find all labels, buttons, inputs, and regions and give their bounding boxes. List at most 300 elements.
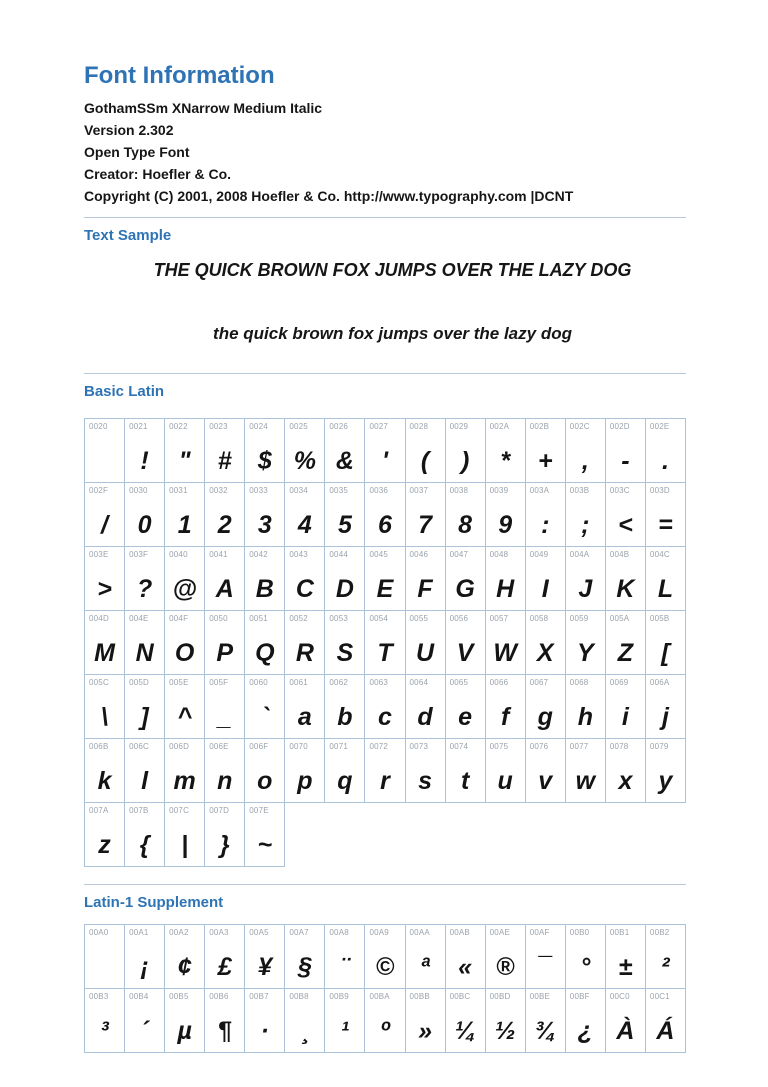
glyph-cell xyxy=(566,739,606,803)
codepoint-label: 003C xyxy=(609,486,630,495)
codepoint-label: 003F xyxy=(129,550,149,559)
glyph-sample: + xyxy=(537,447,553,475)
codepoint-label: 0061 xyxy=(289,678,308,687)
glyph-sample: ¢ xyxy=(177,953,192,981)
glyph-cell xyxy=(406,547,446,611)
glyph-sample: S xyxy=(336,639,354,667)
glyph-sample: · xyxy=(260,1017,269,1045)
codepoint-label: 00B6 xyxy=(209,992,229,1001)
glyph-sample: T xyxy=(377,639,393,667)
glyph-cell xyxy=(165,547,205,611)
glyph-cell xyxy=(406,925,446,989)
glyph-sample: n xyxy=(217,767,233,795)
codepoint-label: 0056 xyxy=(449,614,469,623)
glyph-cell xyxy=(566,989,606,1053)
glyph-cell xyxy=(85,989,125,1053)
codepoint-label: 0024 xyxy=(249,422,268,431)
codepoint-label: 0071 xyxy=(329,742,348,751)
glyph-sample: w xyxy=(575,767,596,795)
glyph-cell xyxy=(646,925,686,989)
glyph-cell xyxy=(486,419,526,483)
pangram-lowercase: the quick brown fox jumps over the lazy dog xyxy=(213,324,572,343)
glyph-cell xyxy=(125,989,165,1053)
glyph-sample: m xyxy=(173,767,196,795)
basic-latin-grid xyxy=(84,418,686,867)
codepoint-label: 002C xyxy=(569,422,590,431)
glyph-cell xyxy=(446,989,486,1053)
codepoint-label: 0033 xyxy=(249,486,268,495)
glyph-cell xyxy=(285,925,325,989)
codepoint-label: 005A xyxy=(609,614,630,623)
codepoint-label: 003D xyxy=(649,486,670,495)
glyph-sample: p xyxy=(297,767,313,795)
glyph-sample: } xyxy=(219,831,230,859)
glyph-sample: [ xyxy=(661,639,670,667)
codepoint-label: 0032 xyxy=(209,486,228,495)
glyph-cell xyxy=(486,989,526,1053)
glyph-cell xyxy=(526,483,566,547)
glyph-cell xyxy=(325,483,365,547)
glyph-cell xyxy=(85,611,125,675)
glyph-sample: ¾ xyxy=(534,1017,556,1045)
glyph-sample: § xyxy=(297,953,312,981)
glyph-cell xyxy=(526,547,566,611)
codepoint-label: 005F xyxy=(209,678,229,687)
codepoint-label: 00B8 xyxy=(289,992,309,1001)
glyph-cell xyxy=(85,925,125,989)
glyph-sample: ¶ xyxy=(217,1017,232,1045)
section-divider xyxy=(84,217,686,218)
glyph-sample: g xyxy=(537,703,553,731)
glyph-cell xyxy=(165,925,205,989)
glyph-cell xyxy=(205,611,245,675)
codepoint-label: 00A0 xyxy=(89,928,109,937)
codepoint-label: 0021 xyxy=(129,422,148,431)
glyph-cell xyxy=(365,739,405,803)
glyph-sample: © xyxy=(375,953,395,981)
codepoint-label: 0073 xyxy=(409,742,429,751)
glyph-cell xyxy=(606,989,646,1053)
codepoint-label: 0046 xyxy=(409,550,429,559)
glyph-cell xyxy=(325,547,365,611)
glyph-cell xyxy=(486,547,526,611)
codepoint-label: 005D xyxy=(129,678,149,687)
codepoint-label: 0072 xyxy=(369,742,389,751)
glyph-sample: % xyxy=(293,447,316,475)
glyph-sample: B xyxy=(255,575,274,603)
glyph-cell xyxy=(606,675,646,739)
codepoint-label: 0034 xyxy=(289,486,308,495)
glyph-sample: q xyxy=(337,767,353,795)
glyph-sample: 7 xyxy=(418,511,433,539)
codepoint-label: 0039 xyxy=(489,486,509,495)
glyph-cell xyxy=(205,739,245,803)
glyph-sample: ² xyxy=(661,953,670,981)
codepoint-label: 0031 xyxy=(169,486,188,495)
glyph-cell xyxy=(646,675,686,739)
glyph-sample: ¼ xyxy=(454,1017,476,1045)
glyph-sample: H xyxy=(496,575,515,603)
glyph-cell xyxy=(165,739,205,803)
codepoint-label: 00AB xyxy=(449,928,470,937)
glyph-cell xyxy=(486,925,526,989)
glyph-cell xyxy=(125,925,165,989)
codepoint-label: 00B0 xyxy=(569,928,590,937)
glyph-cell xyxy=(526,989,566,1053)
glyph-cell xyxy=(245,739,285,803)
glyph-cell xyxy=(365,419,405,483)
glyph-sample: ® xyxy=(495,953,515,981)
codepoint-label: 00AE xyxy=(489,928,511,937)
glyph-sample: ª xyxy=(420,953,430,981)
codepoint-label: 006C xyxy=(129,742,149,751)
codepoint-label: 006F xyxy=(249,742,269,751)
glyph-cell xyxy=(325,675,365,739)
codepoint-label: 0069 xyxy=(609,678,629,687)
codepoint-label: 00C0 xyxy=(609,992,630,1001)
glyph-sample: N xyxy=(135,639,154,667)
codepoint-label: 0076 xyxy=(529,742,549,751)
codepoint-label: 0067 xyxy=(529,678,549,687)
glyph-cell xyxy=(125,611,165,675)
glyph-sample: ¸ xyxy=(300,1017,310,1045)
glyph-cell xyxy=(566,925,606,989)
glyph-sample: J xyxy=(578,575,593,603)
codepoint-label: 0036 xyxy=(369,486,389,495)
glyph-cell xyxy=(606,925,646,989)
glyph-sample: Y xyxy=(576,639,594,667)
glyph-cell xyxy=(526,925,566,989)
glyph-cell xyxy=(606,611,646,675)
glyph-sample: F xyxy=(417,575,433,603)
glyph-cell xyxy=(646,547,686,611)
glyph-sample: * xyxy=(500,447,511,475)
codepoint-label: 00BA xyxy=(369,992,390,1001)
glyph-sample: z xyxy=(98,831,111,859)
glyph-sample: Z xyxy=(617,639,634,667)
glyph-sample: d xyxy=(417,703,433,731)
codepoint-label: 0055 xyxy=(409,614,429,623)
glyph-sample: ~ xyxy=(257,831,273,859)
codepoint-label: 003A xyxy=(529,486,550,495)
codepoint-label: 0050 xyxy=(209,614,228,623)
codepoint-label: 0059 xyxy=(569,614,589,623)
glyph-cell xyxy=(566,611,606,675)
glyph-sample: ] xyxy=(140,703,149,731)
codepoint-label: 0048 xyxy=(489,550,509,559)
codepoint-label: 00AA xyxy=(409,928,430,937)
glyph-cell xyxy=(406,611,446,675)
glyph-cell xyxy=(446,419,486,483)
glyph-sample: 1 xyxy=(177,511,192,539)
glyph-sample: # xyxy=(217,447,232,475)
codepoint-label: 00BD xyxy=(489,992,511,1001)
codepoint-label: 0026 xyxy=(329,422,348,431)
glyph-sample: 9 xyxy=(498,511,513,539)
glyph-cell xyxy=(165,611,205,675)
pangram-uppercase: THE QUICK BROWN FOX JUMPS OVER THE LAZY DOG xyxy=(153,260,632,280)
glyph-sample: ± xyxy=(618,953,633,981)
glyph-sample: ! xyxy=(140,447,149,475)
glyph-sample: M xyxy=(94,639,115,667)
glyph-sample: l xyxy=(141,767,149,795)
glyph-cell xyxy=(245,675,285,739)
glyph-cell xyxy=(125,739,165,803)
glyph-cell xyxy=(406,675,446,739)
codepoint-label: 004E xyxy=(129,614,149,623)
glyph-sample: ? xyxy=(136,575,153,603)
codepoint-label: 0064 xyxy=(409,678,429,687)
glyph-sample: P xyxy=(216,639,234,667)
codepoint-label: 0068 xyxy=(569,678,589,687)
glyph-cell xyxy=(325,739,365,803)
codepoint-label: 00B2 xyxy=(649,928,670,937)
glyph-sample: ¹ xyxy=(340,1017,350,1045)
glyph-sample: K xyxy=(616,575,635,603)
glyph-sample: c xyxy=(378,703,392,731)
codepoint-label: 0023 xyxy=(209,422,228,431)
glyph-cell xyxy=(245,989,285,1053)
glyph-cell xyxy=(165,989,205,1053)
glyph-cell xyxy=(486,739,526,803)
codepoint-label: 0078 xyxy=(609,742,629,751)
glyph-cell xyxy=(446,925,486,989)
glyph-cell xyxy=(646,739,686,803)
codepoint-label: 0058 xyxy=(529,614,549,623)
codepoint-label: 0043 xyxy=(289,550,308,559)
codepoint-label: 002E xyxy=(649,422,670,431)
glyph-sample: j xyxy=(661,703,669,731)
glyph-sample: k xyxy=(97,767,112,795)
codepoint-label: 00AF xyxy=(529,928,550,937)
glyph-cell xyxy=(365,989,405,1053)
codepoint-label: 004A xyxy=(569,550,590,559)
codepoint-label: 0047 xyxy=(449,550,469,559)
glyph-cell xyxy=(285,989,325,1053)
glyph-cell xyxy=(646,611,686,675)
codepoint-label: 0063 xyxy=(369,678,389,687)
glyph-sample: W xyxy=(493,639,517,667)
glyph-sample: » xyxy=(418,1017,433,1045)
glyph-cell xyxy=(406,739,446,803)
glyph-sample: u xyxy=(497,767,513,795)
codepoint-label: 0049 xyxy=(529,550,549,559)
glyph-sample: I xyxy=(541,575,549,603)
glyph-cell xyxy=(245,611,285,675)
font-metadata xyxy=(84,97,686,207)
glyph-sample: « xyxy=(458,953,473,981)
glyph-cell xyxy=(125,547,165,611)
glyph-cell xyxy=(325,611,365,675)
glyph-sample: y xyxy=(658,767,673,795)
glyph-sample: U xyxy=(416,639,435,667)
glyph-sample: " xyxy=(178,447,191,475)
font-version: Version 2.302 xyxy=(84,122,174,138)
glyph-cell xyxy=(646,989,686,1053)
glyph-cell xyxy=(205,675,245,739)
glyph-cell xyxy=(285,419,325,483)
glyph-cell xyxy=(406,989,446,1053)
glyph-sample: = xyxy=(658,511,673,539)
page-content xyxy=(84,62,686,1053)
glyph-cell xyxy=(165,803,205,867)
glyph-cell xyxy=(245,547,285,611)
codepoint-label: 0053 xyxy=(329,614,348,623)
codepoint-label: 006A xyxy=(649,678,670,687)
glyph-sample: : xyxy=(541,511,550,539)
glyph-cell xyxy=(526,675,566,739)
codepoint-label: 0045 xyxy=(369,550,389,559)
codepoint-label: 0022 xyxy=(169,422,188,431)
glyph-cell xyxy=(245,483,285,547)
codepoint-label: 002B xyxy=(529,422,550,431)
glyph-sample: 8 xyxy=(458,511,473,539)
glyph-cell xyxy=(285,675,325,739)
codepoint-label: 0042 xyxy=(249,550,268,559)
codepoint-label: 007B xyxy=(129,806,149,815)
glyph-sample: º xyxy=(380,1017,390,1045)
glyph-sample: ; xyxy=(581,511,590,539)
glyph-sample: { xyxy=(139,831,150,859)
glyph-cell xyxy=(566,483,606,547)
glyph-cell xyxy=(245,925,285,989)
font-type: Open Type Font xyxy=(84,144,190,160)
glyph-cell xyxy=(285,739,325,803)
glyph-sample: - xyxy=(621,447,630,475)
glyph-cell xyxy=(406,419,446,483)
glyph-sample: r xyxy=(380,767,390,795)
glyph-sample: e xyxy=(458,703,473,731)
glyph-sample: X xyxy=(536,639,554,667)
glyph-sample: ) xyxy=(460,447,470,475)
codepoint-label: 0051 xyxy=(249,614,268,623)
glyph-sample: 0 xyxy=(137,511,152,539)
glyph-cell xyxy=(205,419,245,483)
glyph-cell xyxy=(125,675,165,739)
glyph-sample: v xyxy=(538,767,553,795)
glyph-sample: 2 xyxy=(217,511,232,539)
glyph-sample: V xyxy=(456,639,474,667)
glyph-sample: @ xyxy=(172,575,197,603)
glyph-sample: ¡ xyxy=(140,953,149,981)
glyph-sample: 6 xyxy=(378,511,392,539)
codepoint-label: 0060 xyxy=(249,678,268,687)
glyph-cell xyxy=(606,419,646,483)
codepoint-label: 00B9 xyxy=(329,992,349,1001)
glyph-cell xyxy=(486,675,526,739)
glyph-sample: ( xyxy=(420,447,430,475)
glyph-cell xyxy=(85,483,125,547)
glyph-sample: ³ xyxy=(100,1017,109,1045)
section-divider xyxy=(84,884,686,885)
font-copyright: Copyright (C) 2001, 2008 Hoefler & Co. http://www.typography.com |DCNT xyxy=(84,188,574,204)
codepoint-label: 004B xyxy=(609,550,630,559)
codepoint-label: 004F xyxy=(169,614,189,623)
glyph-cell xyxy=(446,483,486,547)
glyph-cell xyxy=(165,483,205,547)
glyph-cell xyxy=(566,675,606,739)
glyph-sample: > xyxy=(97,575,112,603)
glyph-sample: ° xyxy=(580,953,591,981)
glyph-cell xyxy=(526,739,566,803)
glyph-sample: ¯ xyxy=(538,953,553,981)
glyph-cell xyxy=(285,611,325,675)
glyph-cell xyxy=(606,483,646,547)
glyph-sample: h xyxy=(577,703,593,731)
glyph-sample: a xyxy=(297,703,312,731)
codepoint-label: 0041 xyxy=(209,550,228,559)
glyph-sample: A xyxy=(215,575,234,603)
codepoint-label: 00C1 xyxy=(649,992,670,1001)
codepoint-label: 005B xyxy=(649,614,670,623)
glyph-cell xyxy=(486,483,526,547)
glyph-sample: ¨ xyxy=(340,953,350,981)
glyph-sample: E xyxy=(376,575,394,603)
glyph-sample: ¿ xyxy=(577,1017,593,1045)
text-sample-heading: Text Sample xyxy=(84,227,172,244)
codepoint-label: 00A5 xyxy=(249,928,269,937)
glyph-cell xyxy=(446,611,486,675)
codepoint-label: 00A2 xyxy=(169,928,189,937)
glyph-cell xyxy=(245,419,285,483)
glyph-cell xyxy=(646,419,686,483)
glyph-sample: x xyxy=(618,767,633,795)
codepoint-label: 0044 xyxy=(329,550,348,559)
codepoint-label: 006E xyxy=(209,742,229,751)
latin1-supplement-heading: Latin-1 Supplement xyxy=(84,894,224,911)
codepoint-label: 00BE xyxy=(529,992,551,1001)
glyph-cell xyxy=(526,611,566,675)
codepoint-label: 004D xyxy=(89,614,109,623)
glyph-cell xyxy=(365,925,405,989)
codepoint-label: 0038 xyxy=(449,486,469,495)
glyph-cell xyxy=(165,419,205,483)
glyph-cell xyxy=(486,611,526,675)
glyph-cell xyxy=(165,675,205,739)
glyph-sample: £ xyxy=(217,953,232,981)
codepoint-label: 002F xyxy=(89,486,109,495)
glyph-sample: R xyxy=(295,639,314,667)
glyph-sample: Á xyxy=(656,1017,675,1045)
glyph-cell xyxy=(325,989,365,1053)
glyph-cell xyxy=(125,803,165,867)
codepoint-label: 0029 xyxy=(449,422,469,431)
codepoint-label: 0057 xyxy=(489,614,509,623)
codepoint-label: 003B xyxy=(569,486,590,495)
glyph-cell xyxy=(285,547,325,611)
codepoint-label: 00A3 xyxy=(209,928,229,937)
font-creator: Creator: Hoefler & Co. xyxy=(84,166,232,182)
codepoint-label: 00B4 xyxy=(129,992,149,1001)
glyph-cell xyxy=(325,925,365,989)
glyph-sample: µ xyxy=(177,1017,192,1045)
font-name: GothamSSm XNarrow Medium Italic xyxy=(84,100,323,116)
glyph-sample: ¥ xyxy=(257,953,272,981)
glyph-sample: 4 xyxy=(297,511,312,539)
codepoint-label: 0062 xyxy=(329,678,348,687)
glyph-sample: < xyxy=(618,511,633,539)
glyph-sample: 5 xyxy=(337,511,352,539)
glyph-cell xyxy=(125,483,165,547)
glyph-sample: G xyxy=(455,575,475,603)
codepoint-label: 00B5 xyxy=(169,992,189,1001)
glyph-cell xyxy=(85,419,125,483)
glyph-sample: C xyxy=(295,575,314,603)
codepoint-label: 0035 xyxy=(329,486,348,495)
glyph-sample: 3 xyxy=(257,511,272,539)
glyph-cell xyxy=(205,925,245,989)
codepoint-label: 0028 xyxy=(409,422,429,431)
